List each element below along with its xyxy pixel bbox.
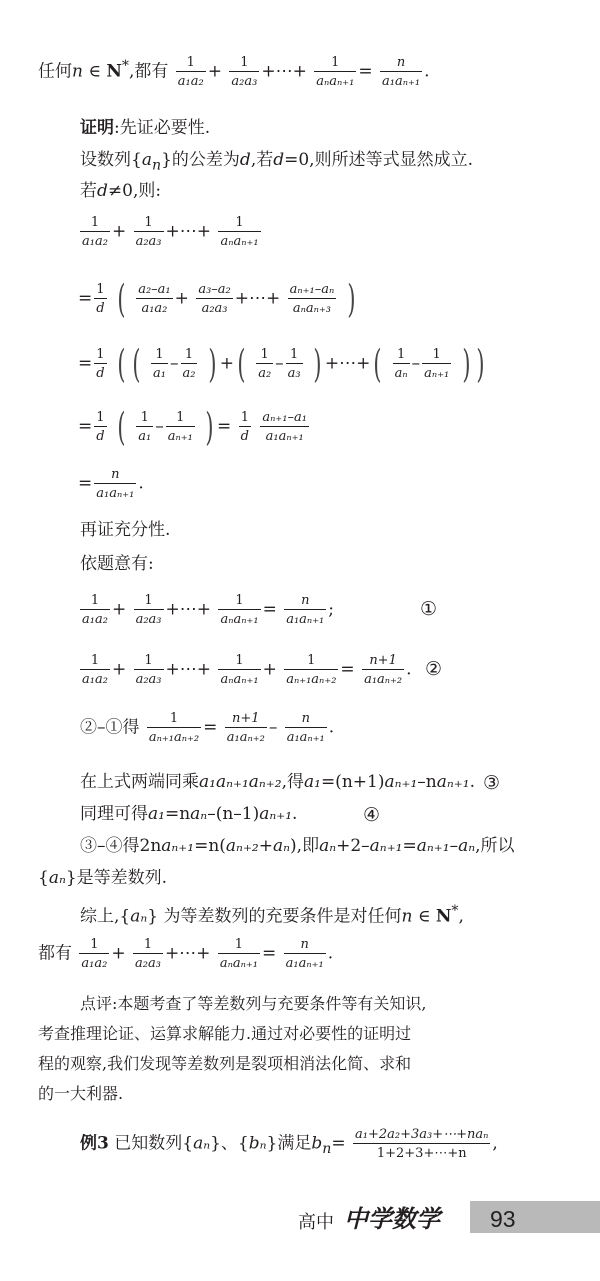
eq-two (78, 654, 412, 686)
fraction: $\frac{1}{d}$ (96, 282, 105, 316)
fraction: $\frac{1}{\text{aₙaₙ₊₁}}$ (220, 593, 259, 627)
math: b (311, 1133, 323, 1154)
comment-line-4 (38, 1086, 123, 1102)
proof-line (80, 120, 210, 137)
text: 考查推理论证、运算求解能力.通过对必要性的证明过 (38, 1024, 412, 1043)
fraction: $\frac{n}{\text{a₁aₙ₊₁}}$ (286, 593, 325, 627)
op: = (262, 599, 277, 620)
text: ②–①得 (80, 717, 140, 738)
op: +⋯+ (165, 221, 212, 242)
summary-line-2 (38, 938, 333, 970)
op: + (111, 221, 127, 242)
fraction: $\frac{1}{d}$ (240, 410, 249, 444)
proof-label: 证明 (80, 118, 114, 138)
var-d: d (239, 150, 251, 170)
paren-left: ( (117, 342, 126, 386)
op: – (170, 353, 179, 374)
text: =n (164, 804, 191, 824)
text: ③–④得2n (80, 836, 162, 856)
paren-right: ) (205, 405, 214, 449)
fraction: $\frac{1}{d}$ (96, 410, 105, 444)
naturals-symbol: N (106, 61, 122, 82)
op: , (492, 1133, 498, 1154)
fraction: $\frac{n+1}{\text{a₁aₙ₊₂}}$ (364, 653, 403, 687)
op: + (111, 599, 127, 620)
op: . (469, 772, 475, 792)
naturals-symbol: N (435, 906, 452, 927)
multiply-line (80, 774, 475, 791)
math: bₙ (248, 1133, 267, 1154)
fraction: $\frac{1}{\text{a₁a₂}}$ (81, 937, 108, 971)
op: +⋯+ (234, 288, 281, 309)
op: . (327, 943, 334, 964)
fraction: $\frac{1}{\text{aₙ}}$ (394, 347, 408, 381)
text: 同理可得 (80, 804, 148, 824)
op: – (155, 416, 164, 437)
fraction: $\frac{\text{a₃–a₂}}{\text{a₂a₃}}$ (198, 282, 231, 316)
math: a₁ (303, 772, 321, 792)
text: 综上,{ (80, 906, 131, 927)
op: = (217, 416, 232, 437)
fraction: $\frac{1}{\text{a₂a₃}}$ (135, 653, 162, 687)
text: }是等差数列. (65, 868, 168, 888)
fraction: $\frac{1}{\text{a₁}}$ (153, 347, 167, 381)
comment-line-3 (38, 1056, 411, 1072)
paren-right: ) (347, 277, 356, 321)
paren-left: ( (132, 342, 141, 386)
op: – (275, 353, 284, 374)
var: a (141, 150, 152, 170)
fraction: $\frac{1}{\text{aₙ₊₁}}$ (167, 410, 193, 444)
fraction: $\frac{1}{\text{a₂}}$ (258, 347, 272, 381)
fraction: $\frac{1}{d}$ (96, 347, 105, 381)
op: + (219, 353, 234, 374)
comment-line-2 (38, 1026, 411, 1042)
sub: n (322, 1140, 332, 1157)
op: + (174, 288, 189, 309)
op: + (111, 659, 127, 680)
fraction: $\frac{1}{\text{a₁a₂}}$ (177, 55, 204, 89)
op: . (406, 659, 412, 680)
var-d: d (273, 150, 285, 170)
text: } 为等差数列的充要条件是对任何 (147, 906, 402, 927)
eq-line-1 (78, 277, 359, 321)
op: – (268, 717, 278, 738)
paren-left: ( (373, 342, 382, 386)
math: aₙ₊₂ (225, 836, 259, 856)
eq-line-3 (78, 405, 311, 449)
in-symbol: ∈ (82, 61, 107, 82)
fraction: $\frac{n}{\text{a₁aₙ₊₁}}$ (286, 711, 325, 745)
op: = (78, 288, 93, 309)
text: 已知数列{ (114, 1133, 194, 1154)
op: = (78, 473, 93, 494)
text: –n (417, 772, 437, 792)
text: =0,则所述等式显然成立. (284, 150, 473, 170)
brand-logo (342, 1203, 460, 1233)
op: , (458, 906, 464, 927)
text: 设数列{ (80, 150, 142, 170)
paren-right: ) (476, 342, 485, 386)
op: = (261, 943, 277, 964)
math: aₙ₊₁ (436, 772, 470, 792)
paren-right: ) (313, 342, 322, 386)
text: 点评:本题考查了等差数列与充要条件等有关知识, (80, 994, 427, 1013)
text: 程的观察,我们发现等差数列是裂项相消法化简、求和 (38, 1054, 412, 1073)
fraction: $\frac{1}{\text{aₙ₊₁aₙ₊₂}}$ (286, 653, 337, 687)
diff-line (80, 712, 334, 744)
op: +⋯+ (165, 659, 212, 680)
math: aₙ₊₁ (416, 836, 450, 856)
text: +2– (336, 836, 370, 856)
circled-two: ② (425, 658, 443, 680)
op: +⋯+ (261, 61, 307, 82)
fraction: $\frac{1}{\text{a₁a₂}}$ (82, 215, 108, 249)
op: + (111, 943, 126, 964)
op: = (358, 61, 373, 82)
fraction: $\frac{\text{aₙ₊₁–a₁}}{\text{a₁aₙ₊₁}}$ (262, 410, 307, 444)
math: aₙ (273, 836, 291, 856)
star-symbol: * (121, 57, 129, 74)
text: ,若 (250, 150, 274, 170)
circled-one: ① (420, 598, 438, 620)
text: =n( (194, 836, 226, 856)
fraction: $\frac{\text{a₂–a₁}}{\text{a₁a₂}}$ (138, 282, 171, 316)
fraction: $\frac{1}{\text{a₂a₃}}$ (231, 55, 258, 89)
paren-left: ( (237, 342, 246, 386)
fraction: $\frac{1}{\text{aₙaₙ₊₁}}$ (220, 653, 259, 687)
comment-line-1 (80, 996, 426, 1012)
paren-right: ) (208, 342, 217, 386)
op: +⋯+ (164, 943, 211, 964)
in-symbol: ∈ (412, 906, 436, 927)
fraction: $\frac{1}{\text{aₙaₙ₊₁}}$ (220, 215, 259, 249)
text: 再证充分性. (80, 520, 171, 540)
summary-line-1 (80, 904, 464, 926)
sum-line (78, 216, 263, 248)
math: aₙ (458, 836, 476, 856)
fraction: $\frac{n}{\text{a₁aₙ₊₁}}$ (382, 55, 421, 89)
op: . (424, 61, 430, 82)
page-number: 93 (490, 1206, 516, 1232)
op: = (78, 416, 93, 437)
text: 在上式两端同乘 (80, 772, 199, 792)
circled-four: ④ (363, 804, 381, 826)
var-n: n (72, 61, 83, 82)
text: –(n–1) (207, 804, 260, 824)
conclusion-line-1 (80, 838, 515, 855)
fraction: $\frac{\text{a₁+2a₂+3a₃+⋯+naₙ}}{1+2+3+\cdots+n}$ (355, 1127, 489, 1161)
text: 的一大利器. (38, 1084, 124, 1103)
text: = (331, 1133, 346, 1154)
fraction: $\frac{1}{\text{a₂a₃}}$ (135, 593, 162, 627)
line-1 (38, 56, 429, 88)
math: aₙ (130, 906, 148, 927)
text: 若 (80, 181, 97, 201)
sub: n (151, 157, 162, 174)
text: ,所以 (475, 836, 515, 856)
op: . (328, 717, 335, 738)
text: + (258, 836, 273, 856)
fraction: $\frac{n+1}{\text{a₁aₙ₊₂}}$ (226, 711, 265, 745)
svg-text:中学数学: 中学数学 (344, 1204, 440, 1233)
footer-label: 高中 (298, 1212, 334, 1233)
example-3-line (80, 1128, 498, 1160)
op: = (340, 659, 355, 680)
var-n: n (401, 906, 413, 927)
var-d: d (97, 181, 108, 201)
op: +⋯+ (165, 599, 212, 620)
circled-three: ③ (483, 772, 501, 794)
math: aₙ₊₁ (384, 772, 418, 792)
op: + (262, 659, 277, 680)
math: aₙ (190, 804, 208, 824)
op: – (411, 353, 421, 374)
eq-line-2 (78, 342, 488, 386)
math: aₙ (193, 1133, 211, 1154)
example-label: 例3 (80, 1133, 109, 1154)
given-line (80, 556, 154, 573)
fraction: $\frac{1}{\text{aₙ₊₁aₙ₊₂}}$ (148, 711, 200, 745)
op: +⋯+ (324, 353, 371, 374)
text: }的公差为 (161, 150, 240, 170)
conclusion-line-2: {aₙ}是等差数列. (38, 868, 168, 888)
fraction: $\frac{1}{\text{a₁a₂}}$ (82, 653, 108, 687)
fraction: $\frac{n}{\text{a₁aₙ₊₁}}$ (96, 467, 135, 501)
fraction: $\frac{1}{\text{a₂a₃}}$ (135, 215, 162, 249)
fraction: $\frac{1}{\text{a₁a₂}}$ (82, 593, 108, 627)
paren-left: ( (117, 277, 126, 321)
fraction: $\frac{1}{\text{a₂}}$ (182, 347, 196, 381)
star-symbol: * (451, 903, 459, 919)
fraction: $\frac{\text{aₙ₊₁–aₙ}}{\text{aₙaₙ₊₃}}$ (289, 282, 335, 316)
text: =(n+1) (320, 772, 385, 792)
fraction: $\frac{n}{\text{a₁aₙ₊₁}}$ (285, 937, 324, 971)
text: 任何 (38, 61, 72, 82)
text: :先证必要性. (114, 118, 211, 138)
line-3 (80, 152, 473, 173)
text: 依题意有: (80, 554, 154, 574)
text: ),即 (290, 836, 320, 856)
fraction: $\frac{1}{\text{a₁}}$ (138, 410, 152, 444)
math: aₙ₊₁ (369, 836, 403, 856)
op: . (138, 473, 144, 494)
fraction: $\frac{1}{\text{aₙ₊₁}}$ (424, 347, 450, 381)
text: }满足 (266, 1133, 312, 1154)
math: a₁aₙ₊₁aₙ₊₂ (199, 772, 282, 792)
text: ≠0,则: (107, 181, 162, 201)
line-4 (80, 183, 161, 200)
op: + (207, 61, 222, 82)
op: = (203, 717, 218, 738)
text: ,都有 (128, 61, 169, 82)
op: = (78, 353, 93, 374)
text: = (402, 836, 417, 856)
sufficiency-line (80, 522, 170, 539)
fraction: $\frac{1}{\text{a₂a₃}}$ (135, 937, 161, 971)
math: aₙ (319, 836, 337, 856)
paren-left: ( (117, 405, 126, 449)
fraction: $\frac{1}{\text{aₙaₙ₊₁}}$ (316, 55, 355, 89)
fraction: $\frac{1}{\text{aₙaₙ₊₁}}$ (219, 937, 258, 971)
text: – (449, 836, 459, 856)
math: aₙ₊₁ (259, 804, 293, 824)
math: aₙ₊₁ (161, 836, 195, 856)
math: a₁ (148, 804, 165, 824)
paren-right: ) (461, 342, 471, 386)
text: 都有 (38, 943, 72, 964)
text: ,得 (281, 772, 304, 792)
same-line (80, 806, 297, 823)
op: ; (328, 599, 335, 620)
eq-one (78, 594, 334, 626)
text: }、{ (210, 1133, 249, 1154)
eq-line-4 (78, 468, 144, 500)
op: . (292, 804, 298, 824)
fraction: $\frac{1}{\text{a₃}}$ (287, 347, 301, 381)
math: aₙ (48, 868, 66, 888)
